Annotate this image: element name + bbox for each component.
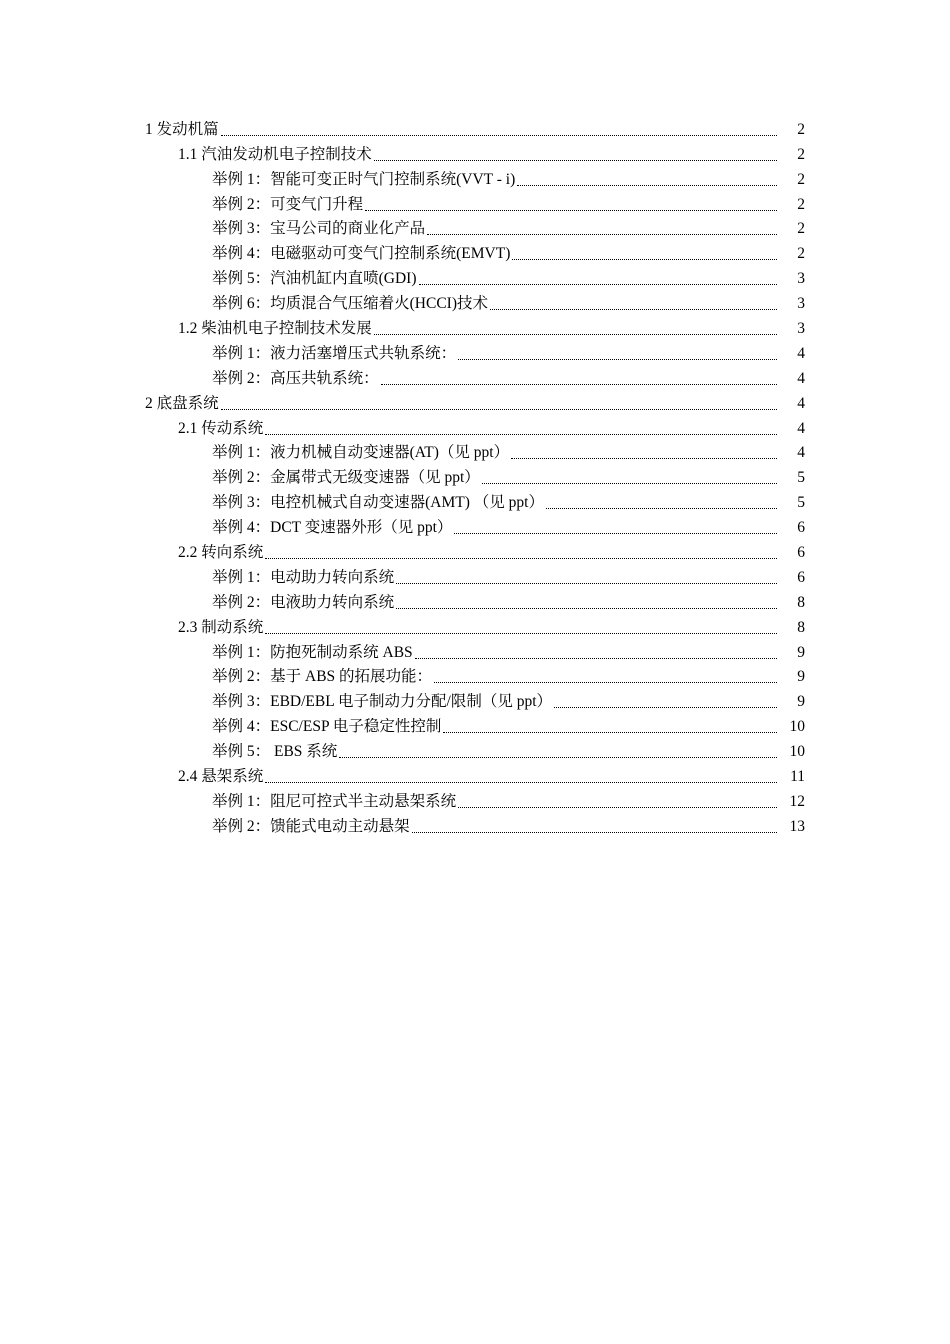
toc-entry-title: 举例 2：可变气门升程 [212,195,364,213]
toc-dot-leader [511,454,777,459]
toc-entry-page-number: 6 [797,519,805,537]
toc-entry-page-number: 2 [797,195,805,213]
toc-dot-leader [554,703,777,708]
toc-entry-page-number: 3 [797,320,805,338]
toc-entry-title: 举例 1：智能可变正时气门控制系统(VVT - i) [212,170,516,188]
toc-entry-page-number: 5 [797,494,805,512]
toc-entry-title: 2.3 制动系统 [178,618,264,636]
toc-dot-leader [458,803,777,808]
toc-entry-title: 1.2 柴油机电子控制技术发展 [178,320,372,338]
toc-entry-title: 举例 3：电控机械式自动变速器(AMT) （见 ppt） [212,494,544,512]
toc-dot-leader [339,753,777,758]
toc-entry[interactable] [0,513,950,538]
toc-entry-title: 举例 3：EBD/EBL 电子制动力分配/限制（见 ppt） [212,693,552,711]
toc-entry-page-number: 9 [797,643,805,661]
toc-entry[interactable] [0,439,950,464]
toc-entry-title: 举例 1：防抱死制动系统 ABS [212,643,413,661]
toc-entry-title: 举例 5： EBS 系统 [212,743,338,761]
toc-entry[interactable] [0,463,950,488]
table-of-contents [0,115,950,837]
toc-entry-title: 举例 6：均质混合气压缩着火(HCCI)技术 [212,295,488,313]
toc-dot-leader [415,654,777,659]
toc-entry-title: 举例 1：液力活塞增压式共轨系统： [212,344,457,362]
toc-entry-title: 举例 4：ESC/ESP 电子稳定性控制 [212,718,442,736]
toc-entry[interactable] [0,115,950,140]
toc-entry-title: 举例 3：宝马公司的商业化产品 [212,220,426,238]
toc-entry-title: 举例 4：DCT 变速器外形（见 ppt） [212,519,453,537]
toc-entry-page-number: 11 [790,768,805,786]
toc-entry[interactable] [0,264,950,289]
toc-dot-leader [396,604,777,609]
toc-entry-title: 举例 4：电磁驱动可变气门控制系统(EMVT) [212,245,511,263]
toc-entry-page-number: 10 [789,743,805,761]
toc-entry-page-number: 8 [797,618,805,636]
toc-dot-leader [221,131,777,136]
toc-entry[interactable] [0,538,950,563]
toc-entry-page-number: 3 [797,295,805,313]
toc-entry[interactable] [0,762,950,787]
toc-entry-page-number: 4 [797,369,805,387]
toc-dot-leader [454,529,777,534]
toc-entry-page-number: 2 [797,220,805,238]
toc-dot-leader [396,579,777,584]
toc-entry[interactable] [0,314,950,339]
toc-dot-leader [546,504,777,509]
toc-entry-title: 举例 2：电液助力转向系统 [212,593,395,611]
toc-entry-title: 举例 2：高压共轨系统： [212,369,379,387]
toc-entry-page-number: 6 [797,568,805,586]
toc-entry[interactable] [0,239,950,264]
toc-entry[interactable] [0,638,950,663]
toc-entry[interactable] [0,389,950,414]
toc-entry-page-number: 2 [797,245,805,263]
toc-dot-leader [221,405,777,410]
toc-dot-leader [265,430,777,435]
toc-entry[interactable] [0,190,950,215]
toc-entry-page-number: 10 [789,718,805,736]
toc-entry-page-number: 8 [797,593,805,611]
toc-entry[interactable] [0,663,950,688]
toc-dot-leader [427,230,777,235]
toc-entry[interactable] [0,165,950,190]
toc-entry-page-number: 9 [797,668,805,686]
toc-entry-title: 1.1 汽油发动机电子控制技术 [178,145,372,163]
toc-entry-title: 举例 1：阻尼可控式半主动悬架系统 [212,792,457,810]
toc-dot-leader [490,305,777,310]
toc-entry[interactable] [0,687,950,712]
toc-entry-page-number: 4 [797,344,805,362]
toc-dot-leader [458,355,777,360]
toc-entry[interactable] [0,414,950,439]
toc-entry-page-number: 13 [789,817,805,835]
toc-dot-leader [443,728,777,733]
toc-dot-leader [412,828,777,833]
toc-entry-page-number: 2 [797,170,805,188]
toc-entry[interactable] [0,488,950,513]
toc-dot-leader [482,479,777,484]
toc-entry[interactable] [0,289,950,314]
toc-entry-title: 2.1 传动系统 [178,419,264,437]
toc-entry[interactable] [0,339,950,364]
toc-entry-title: 举例 5：汽油机缸内直喷(GDI) [212,270,417,288]
toc-dot-leader [517,181,777,186]
toc-entry[interactable] [0,737,950,762]
toc-dot-leader [374,330,777,335]
toc-entry-page-number: 6 [797,544,805,562]
toc-entry[interactable] [0,215,950,240]
toc-dot-leader [265,629,777,634]
toc-entry-title: 2.4 悬架系统 [178,768,264,786]
toc-entry-page-number: 4 [797,419,805,437]
toc-entry-title: 举例 1：电动助力转向系统 [212,568,395,586]
toc-entry[interactable] [0,563,950,588]
toc-dot-leader [419,280,778,285]
toc-entry-page-number: 3 [797,270,805,288]
toc-entry-page-number: 4 [797,444,805,462]
toc-entry-title: 2.2 转向系统 [178,544,264,562]
toc-dot-leader [265,778,777,783]
toc-entry-title: 1 发动机篇 [145,120,219,138]
toc-dot-leader [265,554,777,559]
toc-entry-page-number: 4 [797,394,805,412]
toc-dot-leader [374,156,777,161]
toc-entry[interactable] [0,140,950,165]
toc-entry-page-number: 2 [797,120,805,138]
toc-dot-leader [434,678,777,683]
toc-entry[interactable] [0,812,950,837]
toc-entry-page-number: 12 [789,792,805,810]
toc-entry-page-number: 2 [797,145,805,163]
toc-dot-leader [381,380,777,385]
toc-entry-title: 举例 2：基于 ABS 的拓展功能： [212,668,433,686]
toc-entry[interactable] [0,712,950,737]
toc-entry-title: 举例 2：馈能式电动主动悬架 [212,817,410,835]
toc-dot-leader [512,255,777,260]
toc-entry-title: 举例 1：液力机械自动变速器(AT)（见 ppt） [212,444,510,462]
toc-entry-title: 2 底盘系统 [145,394,219,412]
toc-entry[interactable] [0,787,950,812]
toc-entry[interactable] [0,613,950,638]
toc-entry[interactable] [0,588,950,613]
toc-entry[interactable] [0,364,950,389]
toc-entry-title: 举例 2：金属带式无级变速器（见 ppt） [212,469,480,487]
toc-entry-page-number: 9 [797,693,805,711]
toc-dot-leader [365,206,777,211]
toc-entry-page-number: 5 [797,469,805,487]
